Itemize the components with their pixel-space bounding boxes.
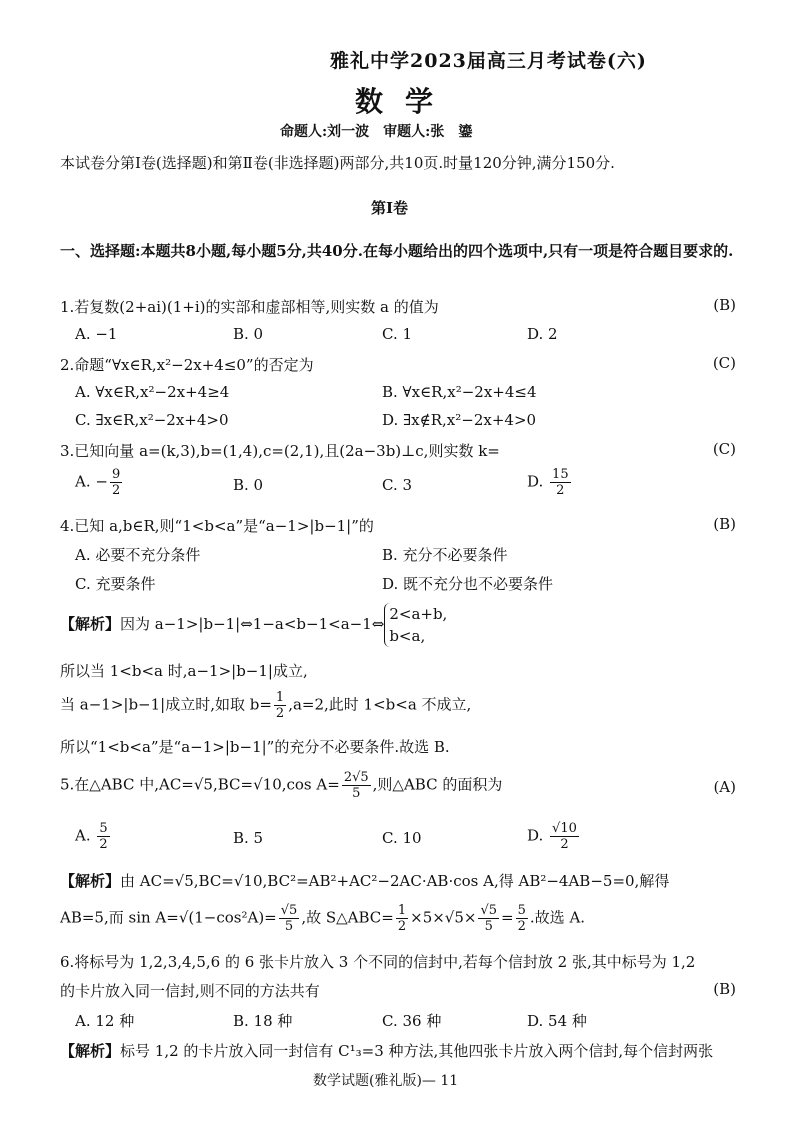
question-2-option-a: A. ∀x∈R,x²−2x+4≥4 [75, 383, 230, 401]
question-6-stem-line-2: 的卡片放入同一信封,则不同的方法共有 [60, 982, 320, 1000]
question-5-option-b: B. 5 [233, 829, 264, 847]
solution-text: 由 AC=√5,BC=√10,BC²=AB²+AC²−2AC·AB·cos A,得 AB²−4AB−5=0,解得 [120, 872, 670, 890]
question-4-solution-line-2: 所以当 1<b<a 时,a−1>|b−1|成立, [60, 662, 308, 680]
fraction-numerator: 2√5 [343, 770, 369, 785]
fraction-numerator: 5 [99, 821, 108, 836]
case-line-2: b<a, [389, 627, 426, 645]
solution-label: 【解析】 [60, 1042, 121, 1060]
solution-text: ,a=2,此时 1<b<a 不成立, [288, 695, 472, 714]
fraction-denominator: 2 [517, 919, 526, 934]
question-3-option-d [527, 467, 573, 498]
fraction-denominator: 2 [275, 706, 285, 721]
solution-text: = [501, 908, 514, 927]
question-4-answer: (B) [713, 515, 736, 533]
fraction [516, 903, 528, 934]
question-6-option-c: C. 36 种 [382, 1012, 442, 1030]
fraction-denominator: 2 [99, 837, 108, 852]
question-2-answer: (C) [712, 354, 736, 372]
page-footer: 数学试题(雅礼版)— 11 [313, 1073, 459, 1089]
fraction [396, 903, 408, 934]
stem-text: ,则△ABC 的面积为 [372, 775, 503, 794]
authors-line: 命题人:刘一波 审题人:张 鎏 [280, 124, 473, 140]
fraction-numerator: 1 [275, 690, 285, 705]
question-6-answer: (B) [713, 980, 736, 998]
question-5-option-a [75, 821, 112, 852]
fraction-numerator: 15 [552, 467, 569, 482]
solution-text: 当 a−1>|b−1|成立时,如取 b= [60, 695, 272, 714]
question-4-option-c: C. 充要条件 [75, 575, 156, 593]
option-d-label: D. [527, 826, 544, 845]
question-5-solution-line-2 [60, 903, 585, 934]
question-3-option-a [75, 467, 124, 498]
exam-title: 雅礼中学2023届高三月考试卷(六) [330, 50, 647, 72]
subject-title: 数学 [355, 85, 456, 118]
fraction-denominator: 5 [352, 786, 361, 801]
fraction-numerator: 9 [111, 467, 121, 482]
question-2-option-c: C. ∃x∈R,x²−2x+4>0 [75, 411, 229, 429]
fraction-numerator: √5 [480, 903, 498, 918]
fraction-denominator: 5 [484, 919, 493, 934]
fraction-denominator: 2 [556, 483, 565, 498]
option-d-label: D. [527, 472, 544, 491]
question-4-solution-line-4: 所以“1<b<a”是“a−1>|b−1|”的充分不必要条件.故选 B. [60, 738, 450, 756]
question-4-stem: 4.已知 a,b∈R,则“1<b<a”是“a−1>|b−1|”的 [60, 517, 374, 535]
question-4-solution-line-3 [60, 690, 471, 721]
solution-text: 标号 1,2 的卡片放入同一封信有 C¹₃=3 种方法,其他四张卡片放入两个信封,每个信封两张 [120, 1042, 714, 1060]
fraction [279, 903, 300, 934]
question-6-option-a: A. 12 种 [75, 1012, 135, 1030]
question-4-option-b: B. 充分不必要条件 [382, 546, 508, 564]
fraction-denominator: 2 [397, 919, 407, 934]
question-4-solution-line-1 [60, 603, 447, 647]
question-2-option-b: B. ∀x∈R,x²−2x+4≤4 [382, 383, 537, 401]
solution-label: 【解析】 [60, 615, 121, 633]
part-heading: 第Ⅰ卷 [371, 199, 409, 217]
case-brace [384, 603, 447, 647]
fraction [478, 903, 499, 934]
fraction-numerator: √5 [280, 903, 298, 918]
question-3-answer: (C) [712, 440, 736, 458]
question-1-option-d: D. 2 [527, 325, 558, 343]
question-1-option-c: C. 1 [382, 325, 413, 343]
question-5-stem [60, 770, 502, 801]
question-3-option-c: C. 3 [382, 476, 413, 494]
solution-label: 【解析】 [60, 872, 121, 890]
question-1-option-b: B. 0 [233, 325, 264, 343]
solution-text: .故选 A. [529, 908, 586, 927]
question-5-option-d [527, 821, 581, 852]
question-2-stem: 2.命题“∀x∈R,x²−2x+4≤0”的否定为 [60, 356, 314, 374]
fraction [110, 467, 122, 498]
fraction [550, 467, 571, 498]
fraction [97, 821, 109, 852]
solution-text: 因为 a−1>|b−1|⇔1−a<b−1<a−1⇔ [120, 615, 385, 633]
question-4-option-d: D. 既不充分也不必要条件 [382, 575, 554, 593]
stem-text: 5.在△ABC 中,AC=√5,BC=√10,cos A= [60, 775, 340, 794]
fraction [342, 770, 371, 801]
question-6-solution-line-1 [60, 1040, 713, 1061]
question-3-option-b: B. 0 [233, 476, 264, 494]
option-a-label: A. − [75, 472, 108, 491]
exam-intro: 本试卷分第Ⅰ卷(选择题)和第Ⅱ卷(非选择题)两部分,共10页.时量120分钟,满分150分. [60, 154, 615, 172]
solution-text: AB=5,而 sin A=√(1−cos²A)= [60, 908, 277, 927]
fraction [274, 690, 286, 721]
question-5-option-c: C. 10 [382, 829, 422, 847]
option-a-label: A. [75, 826, 91, 845]
question-1-option-a: A. −1 [75, 325, 118, 343]
question-6-option-d: D. 54 种 [527, 1012, 587, 1030]
question-5-solution-line-1 [60, 870, 669, 891]
fraction-numerator: 1 [397, 903, 407, 918]
solution-text: ,故 S△ABC= [301, 908, 394, 927]
solution-text: ×5×√5× [410, 908, 477, 927]
fraction-denominator: 2 [560, 837, 569, 852]
fraction-denominator: 2 [111, 483, 121, 498]
fraction [550, 821, 579, 852]
question-3-stem: 3.已知向量 a=(k,3),b=(1,4),c=(2,1),且(2a−3b)⊥c,则实数 k= [60, 442, 500, 460]
case-line-1: 2<a+b, [389, 605, 448, 623]
question-1-answer: (B) [713, 296, 736, 314]
section-heading: 一、选择题:本题共8小题,每小题5分,共40分.在每小题给出的四个选项中,只有一项是符合题目要求的. [60, 242, 734, 260]
fraction-numerator: √10 [552, 821, 577, 836]
question-4-option-a: A. 必要不充分条件 [75, 546, 201, 564]
question-6-option-b: B. 18 种 [233, 1012, 293, 1030]
fraction-numerator: 5 [517, 903, 526, 918]
question-5-answer: (A) [713, 778, 736, 796]
question-2-option-d: D. ∃x∉R,x²−2x+4>0 [382, 411, 537, 429]
question-1-stem: 1.若复数(2+ai)(1+i)的实部和虚部相等,则实数 a 的值为 [60, 298, 439, 316]
question-6-stem-line-1: 6.将标号为 1,2,3,4,5,6 的 6 张卡片放入 3 个不同的信封中,若每个信封放 2 张,其中标号为 1,2 [60, 953, 696, 971]
fraction-denominator: 5 [284, 919, 294, 934]
